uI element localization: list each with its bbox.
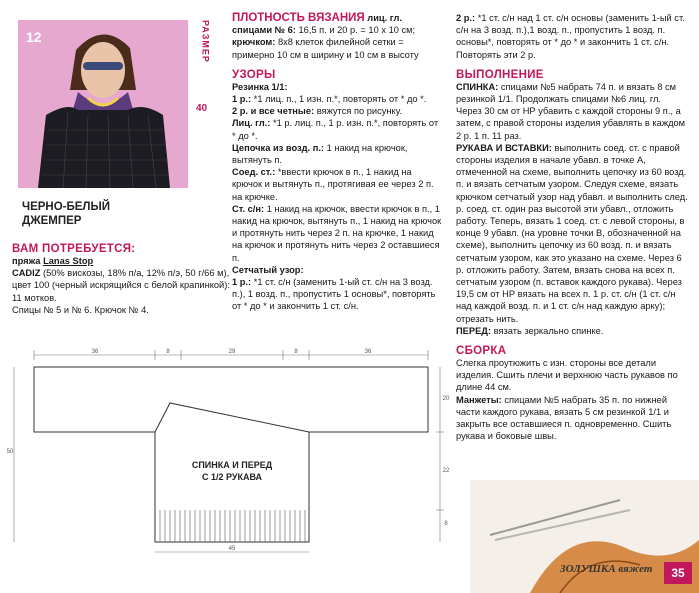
dim-top-4: 8 <box>294 349 298 355</box>
model-title-line1: ЧЕРНО-БЕЛЫЙ <box>22 201 111 213</box>
rib-r2-lead: 2 р. и все четные: <box>232 106 315 117</box>
diagram-label-2: С 1/2 РУКАВА <box>201 472 263 482</box>
mesh-r2-lead: 2 р.: <box>456 13 476 23</box>
back-lead: СПИНКА: <box>456 81 499 92</box>
gauge-hook-text: 8x8 клеток филейной сетки = примерно 10 см в ширину и 10 см в высоту <box>232 37 419 60</box>
rib-r1-lead: 1 р.: <box>232 94 252 105</box>
rib-title: Резинка 1/1: <box>232 81 288 92</box>
model-title <box>22 200 110 228</box>
assembly-heading: СБОРКА <box>456 345 507 358</box>
dim-top-2: 8 <box>166 349 170 355</box>
sleeves-text: выполнить соед. ст. с правой стороны изделия в начале убавл. в точке А, отмеченной на схеме, выполнить цепочку из 60 возд. п. и вязать сетчатым узором. Следуя схеме, вязать крючком сетчатый узор над убавл. и выполнить след. р. соед. ст. один раз высотой эти убавл., отложить работу. Теперь, вязать 1 соед. ст. с левой стороны, в конце 9 убавл. (на уровне точки В, обозначенной на схеме), выполнить цепочку из 60 возд. п. и вязать сетчатым узором, как это указано на схеме. Через 6 р. отложить работу. Затем, вязать снова на всех п. сетчатым узором (п. вставок каждого рукава). Через 19,5 см от НР вязать на всех п. 1 р. ст. с/н (1 ст. с/н над каждой возд. п. и 1 ст. с/н над каждую арку); отрезать нить. <box>456 142 688 324</box>
mesh-title: Сетчатый узор: <box>232 264 304 275</box>
materials-section <box>12 243 232 316</box>
magazine-logo: ЗОЛУШКА вяжет <box>560 563 653 575</box>
slip-lead: Соед. ст.: <box>232 167 276 178</box>
schematic-diagram <box>0 345 470 593</box>
mesh-r2: *1 ст. с/н над 1 ст. с/н основы (заменить 1-ый ст. с/н на 3 возд. п.),1 возд. п., пропустить 1 возд. п. основы*, повторять от * до * и закончить 1 ст. с/н. Повторять эти 2 р. <box>456 13 685 60</box>
slip: *ввести крючок в п., 1 накид на крючок и вытянуть п., протягивая ее через 2 п. на крючке. <box>232 167 434 202</box>
cuffs-lead: Манжеты: <box>456 394 502 405</box>
chain: 1 накид на крючок, вытянуть п. <box>232 142 408 166</box>
stockinette-lead: Лиц. гл.: <box>232 118 271 129</box>
column-gauge-patterns <box>232 12 444 313</box>
yarn-brand: Lanas Stop <box>43 256 94 266</box>
dc: 1 накид на крючок, ввести крючок в п., 1 накид на крючок, вытянуть п., 1 накид на крючок и протянуть нить через 2 п. на крючке, 1 накид на крючок и протянуть нить через 2 оставшиеся п. <box>232 203 442 263</box>
front-text: вязать зеркально спинке. <box>493 325 604 336</box>
assembly-text: Слегка проутюжить с изн. стороны все детали изделия. Сшить плечи и верхнюю часть рукавов по длине 44 см. <box>456 358 678 393</box>
mesh-r1-lead: 1 р.: <box>232 277 252 288</box>
rib-r2: вяжутся по рисунку. <box>316 106 403 117</box>
model-number: 12 <box>26 29 42 45</box>
gauge-hook-lead: крючком: <box>232 37 276 48</box>
sleeves-lead: РУКАВА И ВСТАВКИ: <box>456 142 552 153</box>
mesh-r1: *1 ст. с/н (заменить 1-ый ст. с/н на 3 возд. п.), 1 возд. п., пропустить 1 основы*, повторять от * до * и закончить 1 ст. с/н. <box>232 277 436 312</box>
gauge-heading: ПЛОТНОСТЬ ВЯЗАНИЯ <box>232 12 365 24</box>
dim-height-total: 50 <box>6 449 14 455</box>
page-number: 35 <box>664 562 692 584</box>
dim-top-1: 36 <box>91 349 99 355</box>
yarn-name: CADIZ <box>12 268 41 279</box>
yarn-desc: (50% вискозы, 18% п/а, 12% п/э, 50 г/66 м), цвет 100 (черный искрящийся с белой крапинкой): 11 мотков. <box>12 268 230 303</box>
size-value: 40 <box>196 103 208 114</box>
column-execution <box>456 12 689 443</box>
execution-heading: ВЫПОЛНЕНИЕ <box>456 68 544 81</box>
size-label <box>198 20 212 66</box>
size-label-text: РАЗМЕР <box>200 20 211 63</box>
dim-height-1: 20 <box>442 396 450 402</box>
diagram-label-1: СПИНКА И ПЕРЕД <box>191 460 273 470</box>
dc-lead: Ст. с/н: <box>232 203 265 214</box>
cuffs-text: спицами №5 набрать 35 п. по нижней части каждого рукава, вязать 5 см резинкой 1/1 и закрыть все оставшиеся п. одновременно. Сшить рукава и боковые швы. <box>456 394 672 442</box>
chain-lead: Цепочка из возд. п.: <box>232 142 324 153</box>
dim-top-3: 29 <box>228 349 236 355</box>
yarn-prefix: пряжа <box>12 256 41 266</box>
dim-height-3: 8 <box>444 521 448 527</box>
dim-bottom: 45 <box>228 546 236 552</box>
gauge-lead: лиц. гл. спицами № 6: <box>232 13 402 36</box>
dim-height-2: 22 <box>442 468 450 474</box>
model-photo <box>18 20 188 188</box>
tools: Спицы № 5 и № 6. Крючок № 4. <box>12 304 149 315</box>
front-lead: ПЕРЕД: <box>456 325 492 336</box>
model-title-line2: ДЖЕМПЕР <box>22 215 82 227</box>
dim-top-5: 36 <box>364 349 372 355</box>
patterns-heading: УЗОРЫ <box>232 68 276 81</box>
gauge-text: 16,5 п. и 20 р. = 10 x 10 см; <box>298 25 416 36</box>
back-text: спицами №5 набрать 74 п. и вязать 8 см резинкой 1/1. Продолжать спицами №6 лиц. гл. Через 30 см от НР убавить с каждой стороны 9 п., а затем, с правой стороны изделия убавлять в каждом 2 р. 1 п. 11 раз. <box>456 81 686 141</box>
materials-heading: ВАМ ПОТРЕБУЕТСЯ: <box>12 243 136 255</box>
stockinette: *1 р. лиц. п., 1 р. изн. п.*, повторять от * до *. <box>232 118 439 141</box>
rib-r1: *1 лиц. п., 1 изн. п.*, повторять от * до *. <box>253 94 427 105</box>
